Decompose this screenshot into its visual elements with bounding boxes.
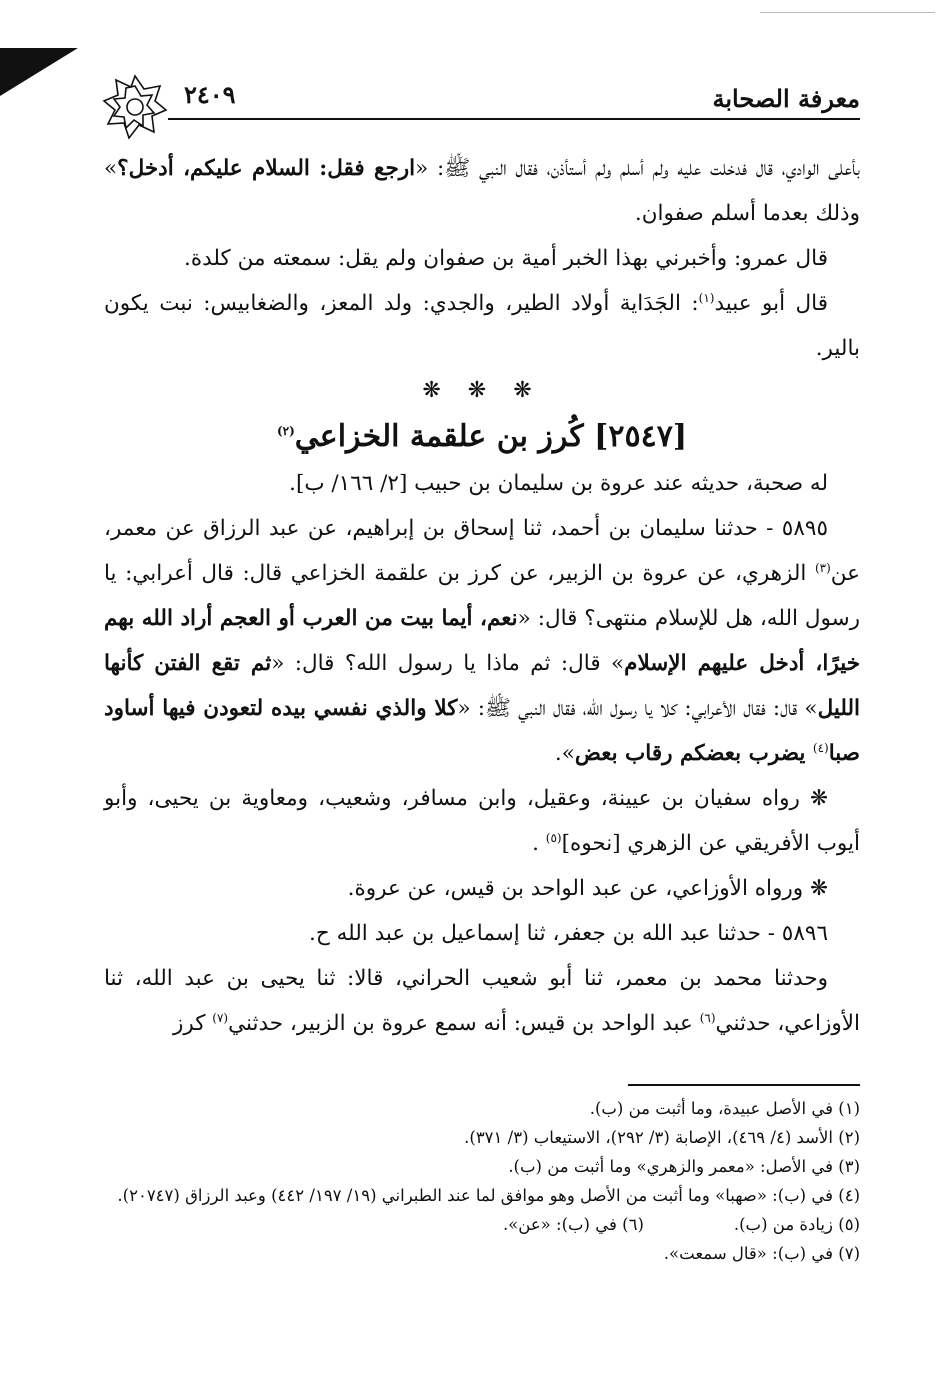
text-run: الزهري، عن عروة بن الزبير، عن كرز بن علقمة الخزاعي قال: قال أعرابي: يا رسول الله، هل للإسلام منتهى؟ قال: « [104, 561, 860, 631]
text-run: » قال: ثم ماذا يا رسول الله؟ قال: « [271, 651, 625, 676]
footnote-2: (٢) الأسد (٤/ ٤٦٩)، الإصابة (٣/ ٢٩٢)، الاستيعاب (٣/ ٣٧١). [464, 1128, 860, 1147]
header-rule [168, 118, 860, 120]
page-corner-mark [0, 48, 78, 96]
footnote-7: (٧) في (ب): «قال سمعت». [663, 1244, 860, 1263]
text-run: ٥٨٩٥ - حدثنا سليمان بن أحمد، ثنا إسحاق بن إبراهيم، عن عبد الرزاق عن معمر، عن [104, 516, 860, 586]
text-run: وحدثنا محمد بن معمر، ثنا أبو شعيب الحراني، قالا: ثنا يحيى بن عبد الله، ثنا الأوزاعي، حدثني [104, 966, 860, 1036]
text-run: قال أبو عبيد [714, 291, 828, 316]
footnote-ref[interactable]: (١) [698, 290, 715, 305]
paragraph [104, 281, 860, 371]
footnote-ref[interactable]: (٧) [212, 1010, 229, 1025]
prophet-quote: ثم تقع الفتن كأنها الليل [104, 651, 860, 721]
footnote-ref[interactable]: (٢) [276, 424, 295, 438]
footnote-5: (٥) زيادة من (ب). [733, 1215, 860, 1234]
text-run: ❋ رواه سفيان بن عيينة، وعقيل، وابن مسافر، وشعيب، ومعاوية بن يحيى، وأبو أيوب الأفريقي عن الزهري [نحوه] [104, 786, 860, 856]
main-text [104, 146, 860, 1046]
text-run: . [532, 831, 546, 856]
entry-intro: له صحبة، حديثه عند عروة بن سليمان بن حبيب [٢/ ١٦٦/ ب]. [289, 471, 828, 496]
footnote-ref[interactable]: (٣) [814, 560, 831, 575]
riwaya-note: ❋ ورواه الأوزاعي، عن عبد الواحد بن قيس، عن عروة. [347, 876, 828, 901]
paragraph: قال عمرو: وأخبرني بهذا الخبر أمية بن صفوان ولم يقل: سمعته من كلدة. [184, 246, 828, 271]
text-run: ». [554, 741, 575, 766]
prophet-quote: كلا والذي نفسي بيده لتعودن فيها أساود صبا [104, 696, 860, 766]
text-run: كرز [172, 1011, 213, 1036]
text-run: بأعلى الوادي، قال فدخلت عليه ولم أسلم ولم أستأذن، فقال النبي ﷺ: « [415, 156, 860, 181]
star-ornament-icon [100, 72, 170, 142]
text-run: » قال: فقال الأعرابي: كلا يا رسول الله، فقال النبي ﷺ: « [457, 696, 818, 721]
footnote-3: (٣) في الأصل: «معمر والزهري» وما أثبت من (ب). [508, 1157, 860, 1176]
footnote-6: (٦) في (ب): «عن». [502, 1215, 644, 1234]
hadith-5895 [104, 506, 860, 776]
running-title: معرفة الصحابة [712, 84, 860, 113]
section-separator: ❋ ❋ ❋ [422, 378, 542, 403]
footnote-4: (٤) في (ب): «صهبا» وما أثبت من الأصل وهو موافق لما عند الطبراني (١٩/ ١٩٧/ ٤٤٢) وعبد الرزاق (٢٠٧٤٧). [117, 1186, 860, 1205]
footnote-1: (١) في الأصل عبيدة، وما أثبت من (ب). [589, 1099, 860, 1118]
footnote-row [104, 1210, 860, 1239]
footnote-rule [628, 1084, 860, 1086]
footnote-ref[interactable]: (٥) [545, 830, 562, 845]
text-run: عبد الواحد بن قيس: أنه سمع عروة بن الزبير، حدثني [228, 1011, 700, 1036]
page-number: ٢٤٠٩ [184, 80, 236, 109]
riwaya-note [104, 776, 860, 866]
hadith-5896: ٥٨٩٦ - حدثنا عبد الله بن جعفر، ثنا إسماعيل بن عبد الله ح. [309, 921, 828, 946]
footnote-ref[interactable]: (٤) [812, 740, 829, 755]
entry-title: [٢٥٤٧] كُرز بن علقمة الخزاعي [294, 419, 688, 454]
running-header [100, 74, 860, 124]
prophet-quote: ارجع فقل: السلام عليكم، أدخل؟ [117, 156, 416, 181]
footnotes [104, 1094, 860, 1268]
paragraph [104, 146, 860, 236]
entry-heading [104, 413, 860, 461]
hadith-5896-chain [104, 956, 860, 1046]
prophet-quote: نعم، أيما بيت من العرب أو العجم أراد الله بهم خيرًا، أدخل عليهم الإسلام [104, 606, 860, 676]
scan-edge-line [760, 12, 935, 13]
text-run: : الجَدَاية أولاد الطير، والجدي: ولد المعز، والضغابيس: نبت يكون بالير. [104, 291, 860, 361]
text-run: » وذلك بعدما أسلم صفوان. [104, 156, 860, 226]
footnote-ref[interactable]: (٦) [699, 1010, 716, 1025]
prophet-quote: يضرب بعضكم رقاب بعض [574, 741, 813, 766]
